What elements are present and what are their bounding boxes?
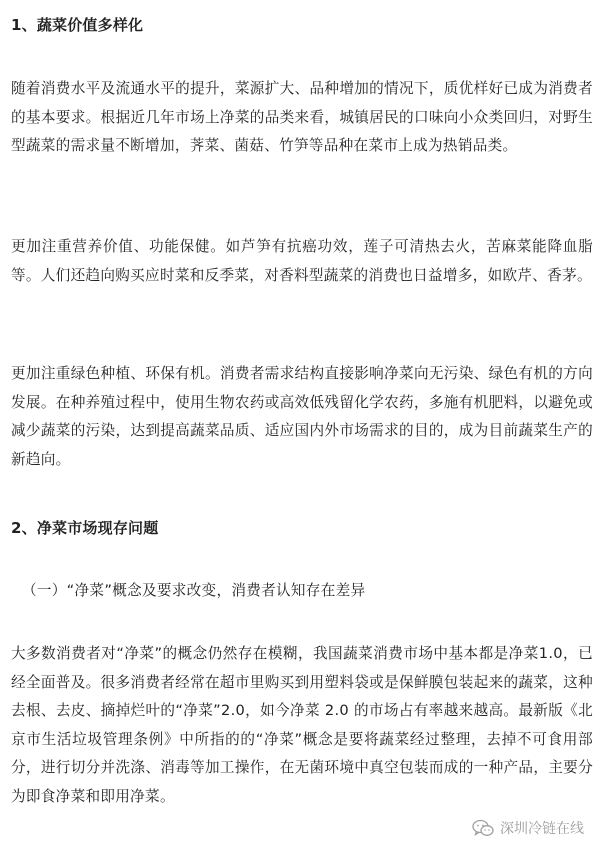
section-2-heading: 2、净菜市场现存问题 [11, 519, 159, 537]
section-1-heading: 1、蔬菜价值多样化 [11, 16, 144, 34]
section-1-paragraph-1: 随着消费水平及流通水平的提升，菜源扩大、品种增加的情况下，质优样好已成为消费者的基本要求。根据近几年市场上净菜的品类来看，城镇居民的口味向小众类回归，对野生型蔬菜的需求量不断增加，荠菜、菌菇、竹笋等品种在菜市上成为热销品类。 [11, 80, 593, 154]
section-1-paragraph-3: 更加注重绿色种植、环保有机。消费者需求结构直接影响净菜向无污染、绿色有机的方向发展。在种养殖过程中，使用生物农药或高效低残留化学农药，多施有机肥料，以避免或减少蔬菜的污染，达到提高蔬菜品质、适应国内外市场需求的目的，成为目前蔬菜生产的新趋向。 [11, 365, 593, 468]
wechat-icon [472, 819, 494, 837]
section-2-subheading: （一）“净菜”概念及要求改变，消费者认知存在差异 [22, 582, 366, 599]
watermark [472, 818, 584, 838]
watermark-text: 深圳冷链在线 [500, 821, 584, 837]
section-1-paragraph-2: 更加注重营养价值、功能保健。如芦笋有抗癌功效，莲子可清热去火，苦麻菜能降血脂等。人们还趋向购买应时菜和反季菜，对香料型蔬菜的消费也日益增多，如欧芹、香茅。 [11, 238, 593, 284]
section-2-paragraph: 大多数消费者对“净菜”的概念仍然存在模糊，我国蔬菜消费市场中基本都是净菜1.0，已经全面普及。很多消费者经常在超市里购买到用塑料袋或是保鲜膜包装起来的蔬菜，这种去根、去皮、摘掉烂叶的“净菜”2.0，如今净菜 2.0 的市场占有率越来越高。最新版《北京市生活垃圾管理条例》中所指的的“净菜”概念是要将蔬菜经过整理，去掉不可食用部分，进行切分并洗涤、消毒等加工操作，在无菌环境中真空包装而成的一种产品，主要分为即食净菜和即用净菜。 [11, 645, 593, 805]
